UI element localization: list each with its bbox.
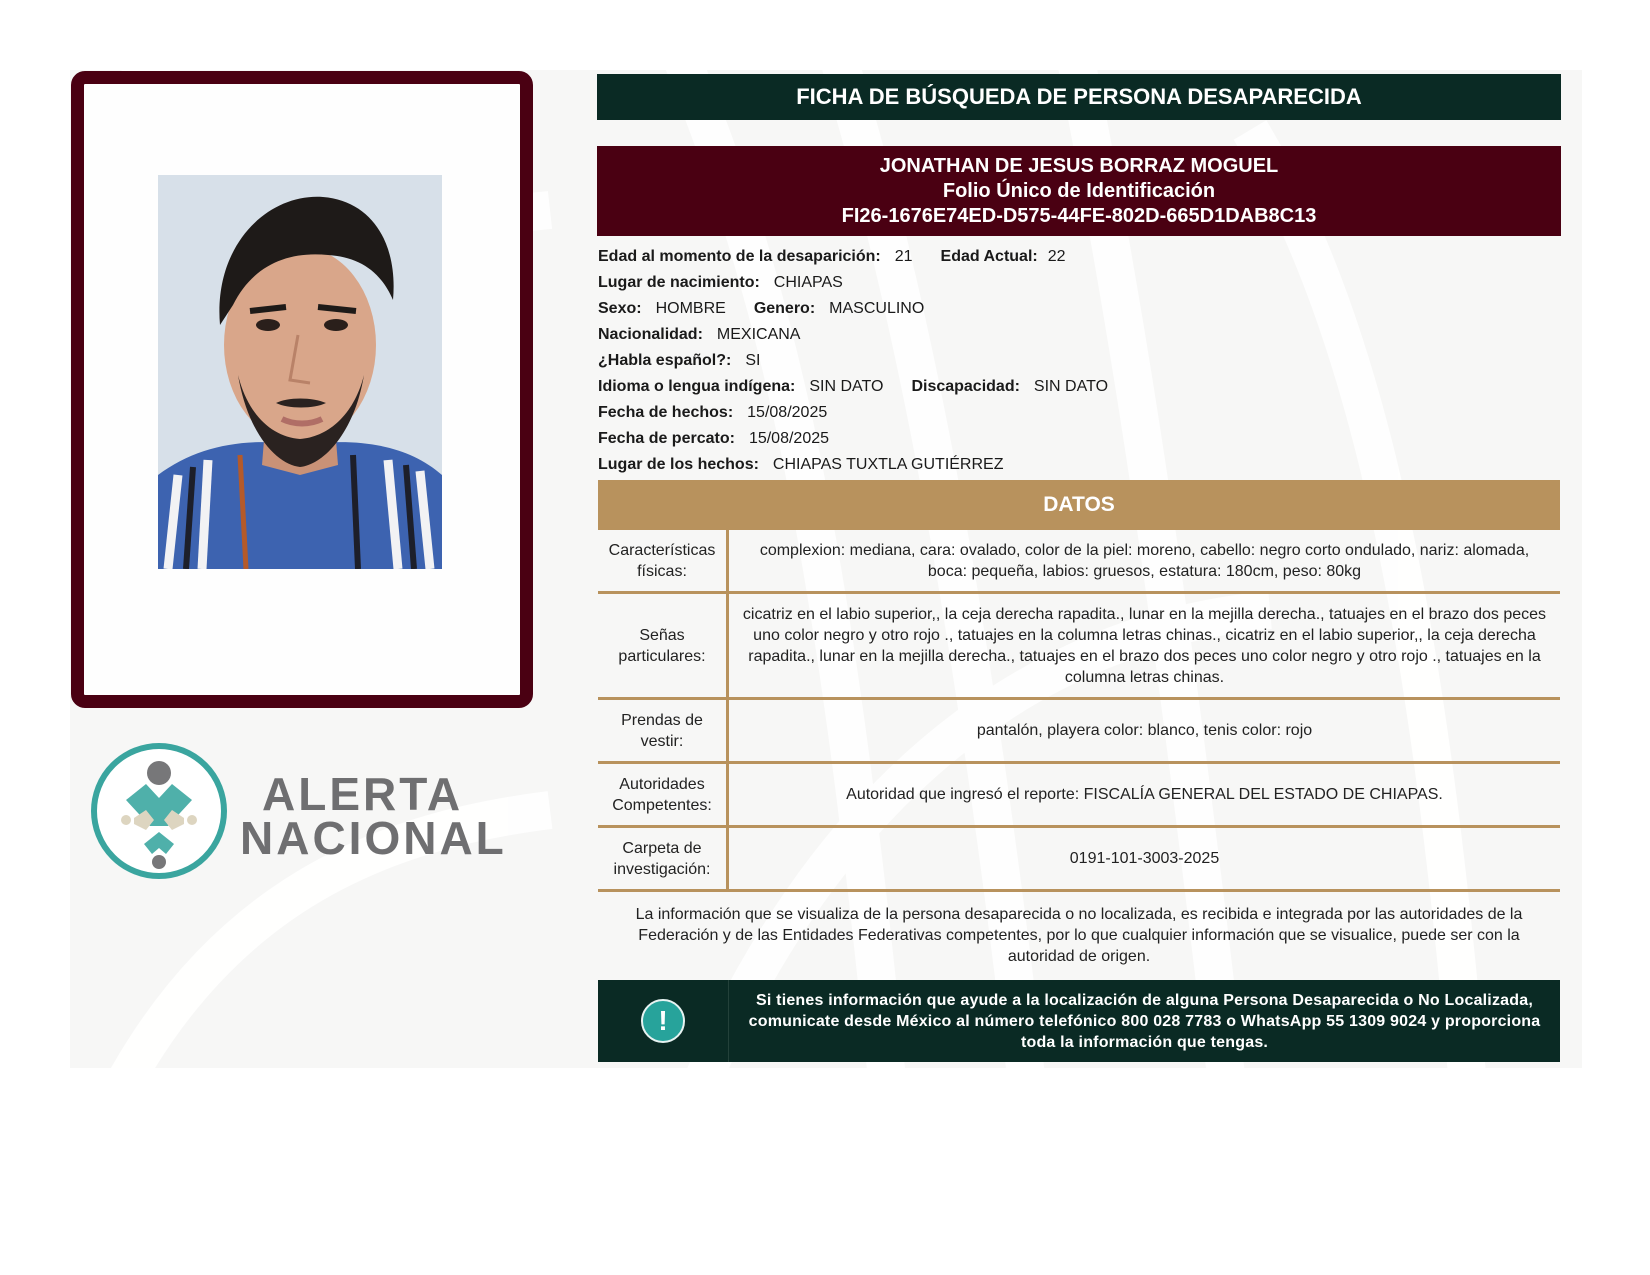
fecha-hechos-label: Fecha de hechos: — [598, 404, 734, 421]
disclaimer-text: La información que se visualiza de la persona desaparecida o no localizada, es recibida e integrada por las autoridades de la Federación y de las Entidades Federativas competentes, por lo que cualquier información que se visualice, puede ser con la autoridad de origen. — [635, 906, 1523, 965]
page-title: FICHA DE BÚSQUEDA DE PERSONA DESAPARECIDA — [597, 74, 1561, 120]
contact-bar — [598, 980, 1560, 1062]
edad-desaparicion-label: Edad al momento de la desaparición: — [598, 248, 881, 265]
genero-label: Genero: — [753, 300, 816, 317]
edad-desaparicion-value: 21 — [894, 248, 913, 265]
row-label: Señas particulares: — [598, 594, 729, 697]
lugar-hechos-value: CHIAPAS TUXTLA GUTIÉRREZ — [772, 456, 1004, 473]
edad-actual-value: 22 — [1047, 248, 1066, 265]
info-row-habla-espanol — [598, 348, 1108, 374]
row-label: Autoridades Competentes: — [598, 764, 729, 825]
folio-value: FI26-1676E74ED-D575-44FE-802D-665D1DAB8C13 — [841, 205, 1317, 227]
edad-actual-label: Edad Actual: — [940, 248, 1038, 265]
fecha-percato-label: Fecha de percato: — [598, 430, 735, 447]
info-row-lugar-hechos — [598, 452, 1108, 478]
person-portrait-icon — [158, 175, 442, 569]
idioma-value: SIN DATO — [809, 378, 884, 395]
idioma-label: Idioma o lengua indígena: — [598, 378, 796, 395]
person-name-block — [597, 146, 1561, 236]
person-photo — [158, 175, 442, 569]
exclamation-icon: ! — [641, 999, 685, 1043]
table-row-caracteristicas — [598, 530, 1560, 594]
table-row-senas — [598, 594, 1560, 700]
fecha-hechos-value: 15/08/2025 — [747, 404, 828, 421]
discapacidad-value: SIN DATO — [1033, 378, 1109, 395]
info-row-nacionalidad — [598, 322, 1108, 348]
sexo-value: HOMBRE — [655, 300, 726, 317]
folio-label: Folio Único de Identificación — [942, 180, 1216, 202]
lugar-nacimiento-label: Lugar de nacimiento: — [598, 274, 760, 291]
info-row-idioma — [598, 374, 1108, 400]
nacionalidad-label: Nacionalidad: — [598, 326, 703, 343]
datos-table — [598, 530, 1560, 892]
info-row-lugar-nacimiento — [598, 270, 1108, 296]
table-row-carpeta — [598, 828, 1560, 892]
alerta-nacional-logo — [88, 740, 508, 882]
genero-value: MASCULINO — [829, 300, 925, 317]
row-label: Carpeta de investigación: — [598, 828, 729, 889]
sexo-label: Sexo: — [598, 300, 642, 317]
habla-espanol-value: SI — [745, 352, 761, 369]
logo-line-1: ALERTA — [262, 768, 464, 820]
row-label: Características físicas: — [598, 530, 729, 591]
logo-line-2: NACIONAL — [240, 812, 507, 864]
person-info — [598, 244, 1108, 478]
info-row-sexo — [598, 296, 1108, 322]
row-value: complexion: mediana, cara: ovalado, color de la piel: moreno, cabello: negro corto ondulado, nariz: alomada, boca: pequeña, labios: gruesos, estatura: 180cm, peso: 80kg — [759, 541, 1530, 580]
nacionalidad-value: MEXICANA — [716, 326, 801, 343]
row-value: Autoridad que ingresó el reporte: FISCALÍA GENERAL DEL ESTADO DE CHIAPAS. — [846, 786, 1443, 803]
row-label: Prendas de vestir: — [598, 700, 729, 761]
datos-header: DATOS — [598, 480, 1560, 530]
fecha-percato-value: 15/08/2025 — [748, 430, 830, 447]
info-row-fecha-percato — [598, 426, 1108, 452]
row-value: pantalón, playera color: blanco, tenis color: rojo — [976, 722, 1313, 739]
contact-icon-cell — [598, 980, 729, 1062]
lugar-hechos-label: Lugar de los hechos: — [598, 456, 759, 473]
table-row-autoridades — [598, 764, 1560, 828]
row-value: cicatriz en el labio superior,, la ceja derecha rapadita., lunar en la mejilla derecha., tatuajes en el brazo dos peces uno color negro y otro rojo ., tatuajes en la columna letras chinas., cicatriz en el labio superior,, la ceja derecha rapadita., lunar en la mejilla derecha., tatuajes en el brazo dos peces uno color negro y otro rojo ., tatuajes en la columna letras chinas. — [742, 605, 1547, 686]
logo-wordmark — [240, 768, 507, 864]
alerta-nacional-emblem-icon — [88, 740, 230, 882]
info-row-edad — [598, 244, 1108, 270]
table-row-prendas — [598, 700, 1560, 764]
person-name: JONATHAN DE JESUS BORRAZ MOGUEL — [879, 155, 1279, 177]
row-value: 0191-101-3003-2025 — [1069, 850, 1220, 867]
info-row-fecha-hechos — [598, 400, 1108, 426]
contact-text: Si tienes información que ayude a la localización de alguna Persona Desaparecida o No Localizada, comunicate desde México al número telefónico 800 028 7783 o WhatsApp 55 1309 9024 y proporciona toda la información que tengas. — [748, 991, 1541, 1051]
discapacidad-label: Discapacidad: — [911, 378, 1020, 395]
habla-espanol-label: ¿Habla español?: — [598, 352, 732, 369]
lugar-nacimiento-value: CHIAPAS — [773, 274, 843, 291]
